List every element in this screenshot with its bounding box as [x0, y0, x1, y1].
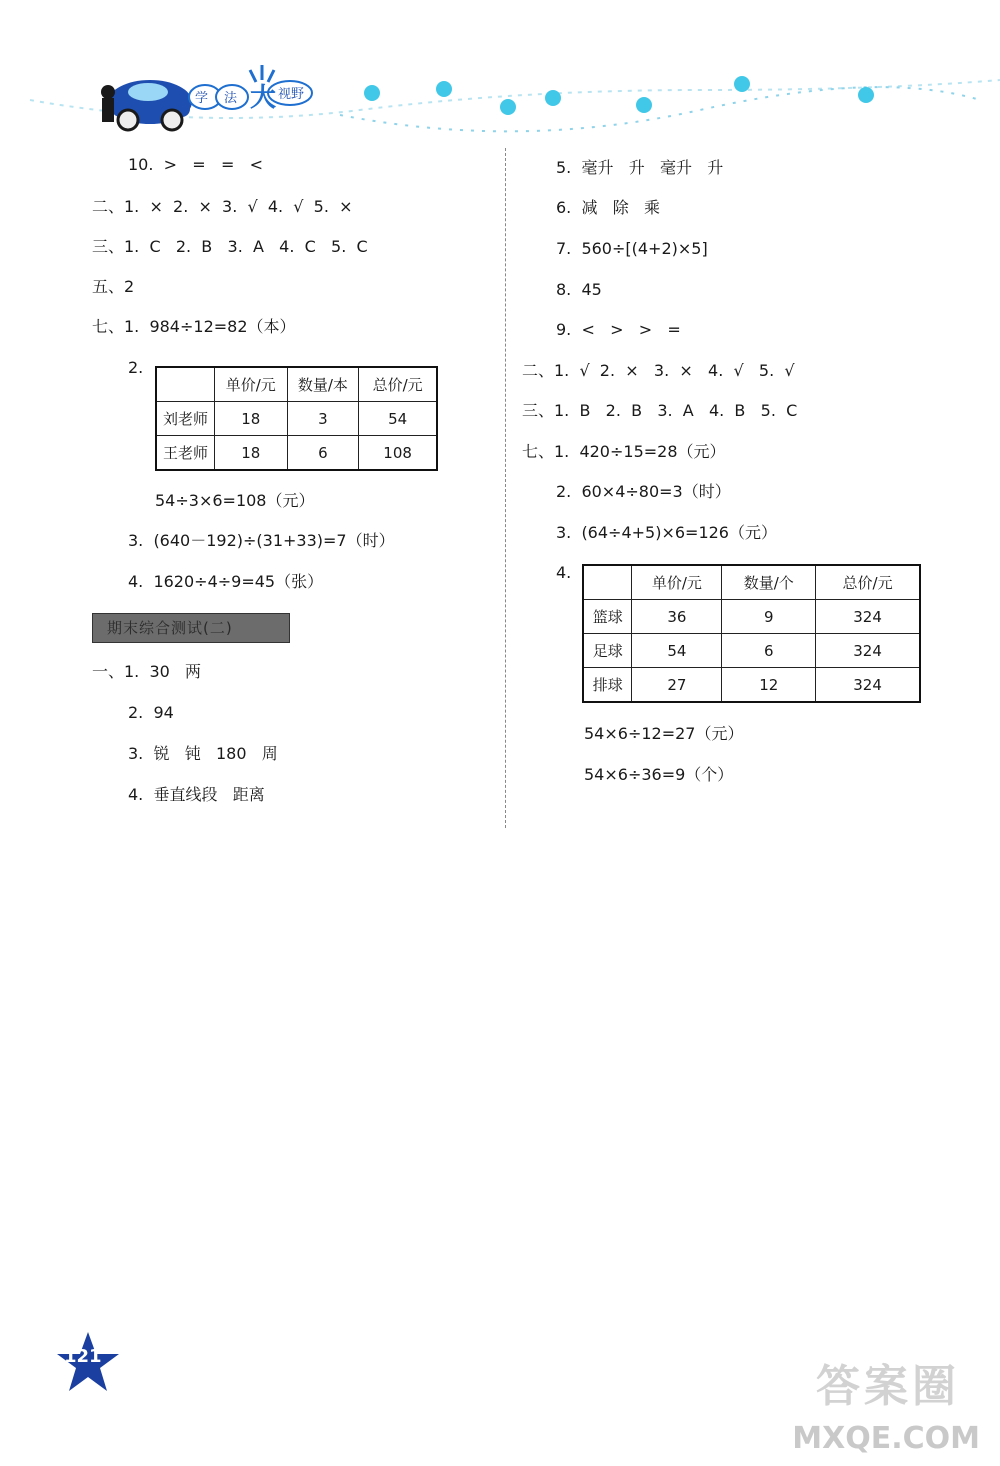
- table-cell: 324: [816, 668, 920, 703]
- answer-line: 三、1. C 2. B 3. A 4. C 5. C: [92, 237, 368, 256]
- section-title-bar: [92, 613, 290, 643]
- answer-line: 9. < > > =: [556, 320, 681, 339]
- flower-icons: [364, 76, 874, 115]
- answer-line: 3. (640－192)÷(31+33)=7（时）: [128, 531, 395, 550]
- section-title: 期末综合测试(二): [107, 619, 233, 637]
- answer-line: 二、1. × 2. × 3. √ 4. √ 5. ×: [92, 197, 353, 216]
- answer-line: 3. 锐 钝 180 周: [128, 744, 278, 763]
- price-table-balls: [582, 564, 921, 703]
- answer-line: 2. 94: [128, 703, 174, 722]
- answer-line: 8. 45: [556, 280, 602, 299]
- logo-part-2: 法: [224, 91, 238, 106]
- table-cell: 324: [816, 600, 920, 634]
- answer-line: 2. 60×4÷80=3（时）: [556, 482, 731, 501]
- table-cell: 18: [214, 436, 287, 471]
- answer-line: 5. 毫升 升 毫升 升: [556, 158, 724, 177]
- logo-part-1: 学: [195, 91, 209, 106]
- table-header: 总价/元: [359, 367, 437, 402]
- table-header: 数量/个: [722, 565, 816, 600]
- table-row: [156, 402, 437, 436]
- answer-number: 2.: [128, 358, 144, 377]
- answer-line: 二、1. √ 2. × 3. × 4. √ 5. √: [522, 361, 795, 380]
- table-cell: 9: [722, 600, 816, 634]
- table-cell: 12: [722, 668, 816, 703]
- answer-line: 54×6÷36=9（个）: [584, 765, 734, 784]
- table-cell: 3: [287, 402, 359, 436]
- table-row: [583, 634, 920, 668]
- table-cell: 54: [359, 402, 437, 436]
- table-cell: 36: [632, 600, 722, 634]
- answer-line: 4. 垂直线段 距离: [128, 785, 265, 804]
- table-cell: 6: [722, 634, 816, 668]
- answer-line: 七、1. 420÷15=28（元）: [522, 442, 726, 461]
- table-row: [583, 668, 920, 703]
- answer-line: 54÷3×6=108（元）: [155, 491, 315, 510]
- answer-line: 6. 减 除 乘: [556, 198, 660, 217]
- answer-line: 54×6÷12=27（元）: [584, 724, 744, 743]
- logo-part-4: 视野: [278, 87, 305, 102]
- logo-part-3: 大: [250, 83, 277, 113]
- table-header: 单价/元: [632, 565, 722, 600]
- answer-number: 4.: [556, 563, 572, 582]
- table-header: 数量/本: [287, 367, 359, 402]
- answer-line: 七、1. 984÷12=82（本）: [92, 317, 296, 336]
- table-cell: 刘老师: [156, 402, 214, 436]
- table-cell: 108: [359, 436, 437, 471]
- price-table-teachers: [155, 366, 438, 471]
- table-header: 总价/元: [816, 565, 920, 600]
- answer-line: 一、1. 30 两: [92, 662, 202, 681]
- table-row: [156, 436, 437, 471]
- table-cell: 54: [632, 634, 722, 668]
- table-header: 单价/元: [214, 367, 287, 402]
- answer-line: 三、1. B 2. B 3. A 4. B 5. C: [522, 401, 798, 420]
- table-header: [583, 565, 632, 600]
- answer-line: 7. 560÷[(4+2)×5]: [556, 239, 708, 258]
- page-header: [0, 40, 1000, 150]
- table-cell: 足球: [583, 634, 632, 668]
- answer-line: 3. (64÷4+5)×6=126（元）: [556, 523, 777, 542]
- answer-line: 4. 1620÷4÷9=45（张）: [128, 572, 324, 591]
- watermark-url: MXQE.COM: [792, 1421, 980, 1456]
- table-cell: 排球: [583, 668, 632, 703]
- table-cell: 324: [816, 634, 920, 668]
- watermark-logo: 答案圈: [816, 1361, 960, 1412]
- page-number: 121: [64, 1346, 102, 1367]
- column-divider: [505, 148, 506, 828]
- answer-line: 五、2: [92, 277, 135, 296]
- header-decoration: [0, 40, 1000, 150]
- table-cell: 王老师: [156, 436, 214, 471]
- table-header: [156, 367, 214, 402]
- table-cell: 18: [214, 402, 287, 436]
- table-cell: 篮球: [583, 600, 632, 634]
- answer-line: 10. > = = <: [128, 155, 264, 174]
- table-cell: 6: [287, 436, 359, 471]
- car-icon: [101, 80, 192, 130]
- table-row: [583, 600, 920, 634]
- table-cell: 27: [632, 668, 722, 703]
